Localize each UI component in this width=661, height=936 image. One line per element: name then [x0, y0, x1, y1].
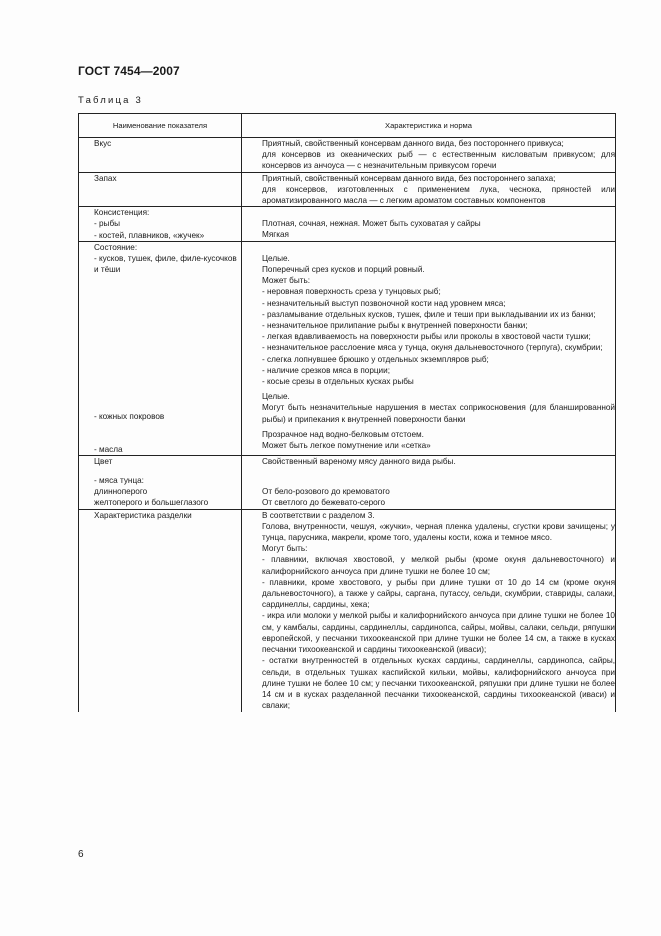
table-row-taste [79, 138, 616, 173]
consistency-fish-value: Плотная, сочная, нежная. Может быть суховатая у сайры [262, 219, 481, 229]
table-row-smell [79, 172, 616, 207]
consistency-bones-value: Мягкая [262, 230, 289, 240]
color-general-value: Свойственный вареному мясу данного вида рыбы. [262, 456, 456, 466]
state-oil-line: Прозрачное над водно-белковым отстоем. [262, 429, 424, 439]
row-name-color: Цвет [94, 456, 113, 466]
state-pieces-line: Поперечный срез кусков и порций ровный. [262, 265, 425, 275]
document-title: ГОСТ 7454—2007 [78, 64, 180, 78]
taste-line: Приятный, свойственный консервам данного вида, без постороннего привкуса; [262, 139, 564, 148]
state-pieces-line: - легкая вдавливаемость на поверхности рыбы или проколы в хвостовой части тушки; [262, 332, 591, 342]
row-subname-bones: - костей, плавников, «жучек» [94, 230, 205, 240]
color-longfin-value: От бело-розового до кремоватого [262, 487, 390, 497]
state-pieces-line: - слегка лопнувшее брюшко у отдельных экземпляров рыб; [262, 354, 489, 364]
row-name-state: Состояние: [94, 242, 138, 252]
state-pieces-line: - косые срезы в отдельных кусках рыбы [262, 377, 414, 387]
smell-line: Приятный, свойственный консервам данного вида, без постороннего запаха; [262, 173, 556, 183]
row-name-taste: Вкус [94, 139, 112, 148]
page-number: 6 [78, 849, 84, 860]
state-pieces-line: - незначительное прилипание рыбы к внутренней поверхности банки; [262, 321, 528, 331]
state-pieces-line: - незначительное расслоение мяса у тунца, окуня дальневосточного (терпуга), скумбрии; [262, 343, 603, 353]
color-yellowfin-value: От светлого до бежевато-серого [262, 498, 386, 508]
cutting-line: - плавники, кроме хвостового, у рыбы при длине тушки от 10 до 14 см (кроме окуня дальневосточного), а также у сайры, саргана, путассу, сельди, скумбрии, ставриды, салаки, сардинеллы, сардины, хека; [262, 577, 615, 610]
cutting-line: Могут быть: [262, 544, 308, 554]
table-row-color [79, 455, 616, 509]
state-oil-line: Может быть легкое помутнение или «сетка» [262, 441, 431, 451]
cutting-line: - плавники, включая хвостовой, у мелкой рыбы (кроме окуня дальневосточного) и калифорнийского анчоуса при длине тушки не более 10 см; [262, 555, 615, 576]
state-skin-line: Целые. [262, 392, 290, 402]
table-caption: Таблица 3 [78, 95, 143, 106]
row-subname-yellowfin: желтоперого и большеглазого [94, 498, 209, 508]
table-header-row [79, 114, 616, 138]
row-subname-oil: - масла [94, 444, 123, 454]
table-row-consistency [79, 207, 616, 242]
cutting-line: - остатки внутренностей в отдельных кусках сардины, сардинеллы, сардинопса, сайры, сельди, в отдельных тушках каспийской кильки, мойвы, калифорнийского анчоуса при длине тушки не более 10 см; у песчанки тихоокеанской, ряпушки при длине тушки не более 14 см и в кусках разделанной песчанки тихоокеанской, сардины тихоокеанской (иваси) и свлаки; [262, 656, 615, 711]
taste-line: для консервов из океанических рыб — с естественным кисловатым привкусом; для консервов из анчоуса — с незначительным привкусом горечи [262, 150, 615, 171]
state-pieces-line: - наличие срезков мяса в порции; [262, 365, 390, 375]
row-subname-longfin: длинноперого [94, 487, 148, 497]
column-header-indicator: Наименование показателя [79, 114, 242, 138]
state-pieces-line: Целые. [262, 253, 290, 263]
table-row-cutting [79, 509, 616, 712]
row-subname-skin: - кожных покровов [94, 412, 165, 422]
column-header-characteristic: Характеристика и норма [242, 114, 616, 138]
state-pieces-line: Может быть: [262, 276, 311, 286]
cutting-line: Голова, внутренности, чешуя, «жучки», черная пленка удалены, сгустки крови зачищены; у тунца, парусника, макрели, кроме того, удалены кости, кожа и темное мясо. [262, 521, 615, 543]
cutting-line: В соответствии с разделом 3. [262, 510, 375, 520]
state-skin-line: Могут быть незначительные нарушения в местах соприкосновения (для бланшированной рыбы) и припекания к внутренней поверхности банки [262, 403, 615, 424]
spec-table [78, 113, 616, 712]
state-pieces-line: - разламывание отдельных кусков, тушек, филе и теши при выкладывании их из банки; [262, 309, 596, 319]
table-row-state [79, 241, 616, 455]
cutting-line: - икра или молоки у мелкой рыбы и калифорнийского анчоуса при длине тушки не более 10 см, у камбалы, сардины, сардинеллы, сардинопса, сайры, мойвы, салаки, сельди, ряпушки европейской, у песчанки тихоокеанской при длине тушки не более 14 см, а также в кусках песчанки тихоокеанской и сардины тихоокеанской (иваси); [262, 611, 615, 655]
row-subname-fish: - рыбы [94, 219, 121, 229]
state-pieces-line: - незначительный выступ позвоночной кости над уровнем мяса; [262, 298, 506, 308]
state-pieces-line: - неровная поверхность среза у тунцовых рыб; [262, 287, 441, 297]
row-name-consistency: Консистенция: [94, 208, 150, 218]
row-name-smell: Запах [94, 173, 117, 183]
row-subname-tuna-meat: - мяса тунца: [94, 476, 144, 486]
row-subname-pieces: - кусков, тушек, филе, филе-кусочков и тёши [94, 254, 237, 275]
row-name-cutting: Характеристика разделки [94, 510, 192, 520]
smell-line: для консервов, изготовленных с применением лука, чеснока, пряностей или ароматизированного масла — с легким ароматом составных компонентов [262, 184, 615, 206]
